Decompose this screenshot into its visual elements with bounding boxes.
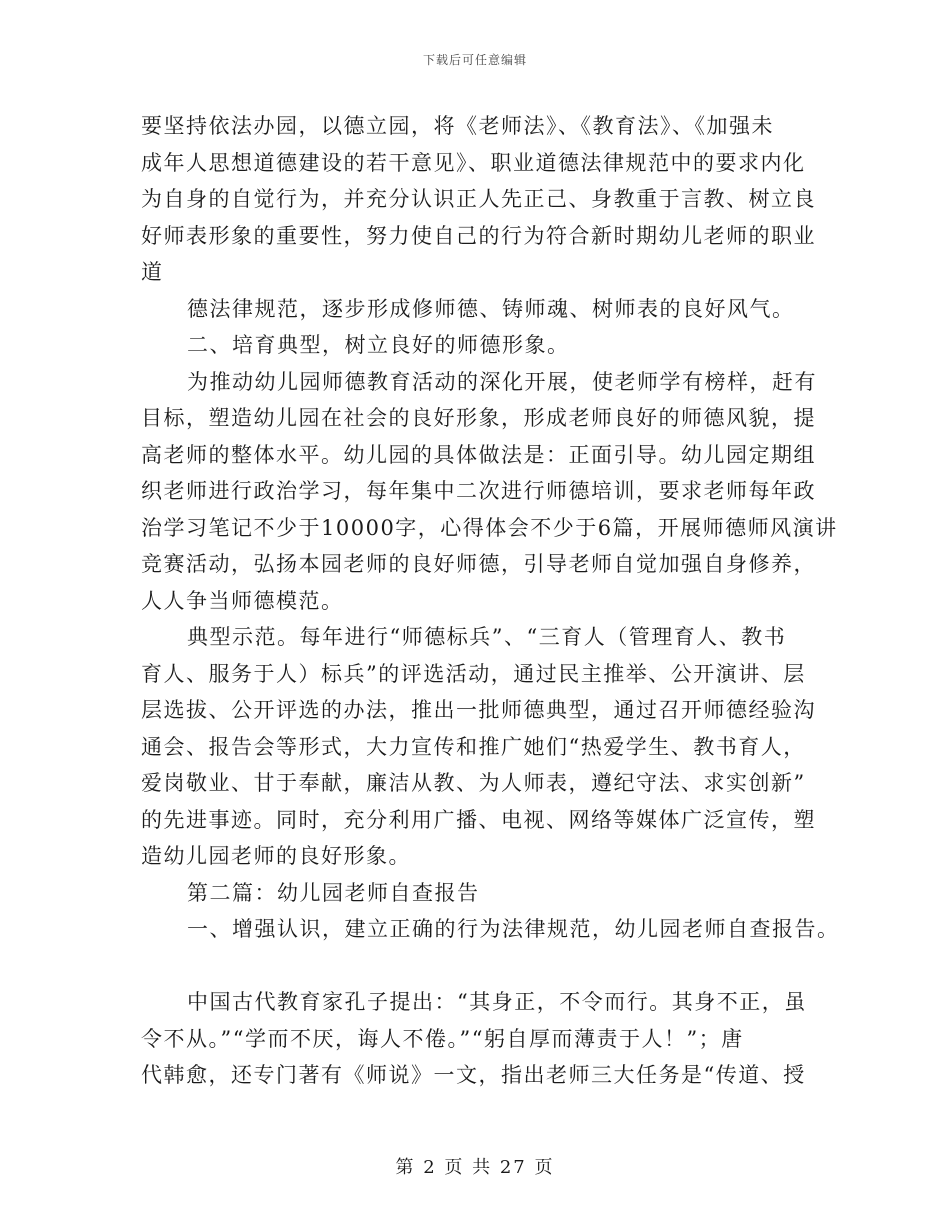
chapter-heading: 第二篇：幼儿园老师自查报告 <box>187 880 480 905</box>
text-line: 层选拔、公开评选的办法，推出一批师德典型，通过召开师德经验沟 <box>141 698 816 722</box>
text-line: 中国古代教育家孔子提出：“其身正，不令而行。其身不正，虽 <box>187 990 807 1014</box>
section-heading: 一、增强认识，建立正确的行为法律规范，幼儿园老师自查报告。 <box>187 917 840 941</box>
text-line: 典型示范。每年进行“师德标兵”、“三育人（管理育人、教书 <box>187 625 787 649</box>
text-line: 道 <box>141 260 164 284</box>
page-number: 第 2 页 共 27 页 <box>395 1157 555 1178</box>
text-line: 成年人思想道德建设的若干意见》、职业道德法律规范中的要求内化 <box>141 150 806 175</box>
text-line: 育人、服务于人）标兵”的评选活动，通过民主推举、公开演讲、层 <box>141 661 806 686</box>
text-line: 治学习笔记不少于10000字，心得体会不少于6篇，开展师德师风演讲 <box>141 515 838 540</box>
text-line: 高老师的整体水平。幼儿园的具体做法是：正面引导。幼儿园定期组 <box>141 442 816 467</box>
text-line: 代韩愈，还专门著有《师说》一文，指出老师三大任务是“传道、授 <box>141 1063 806 1087</box>
text-line: 为推动幼儿园师德教育活动的深化开展，使老师学有榜样，赶有 <box>187 369 817 394</box>
document-body <box>141 108 840 1094</box>
text-line: 的先进事迹。同时，充分利用广播、电视、网络等媒体广泛宣传，塑 <box>141 807 816 832</box>
text-line: 人人争当师德模范。 <box>141 588 344 613</box>
text-line: 竞赛活动，弘扬本园老师的良好师德，引导老师自觉加强自身修养， <box>141 552 816 576</box>
text-line: 造幼儿园老师的良好形象。 <box>141 844 411 868</box>
text-line: 为自身的自觉行为，并充分认识正人先正己、身教重于言教、树立良 <box>141 187 816 211</box>
section-heading: 二、培育典型，树立良好的师德形象。 <box>187 333 570 357</box>
text-line: 德法律规范，逐步形成修师德、铸师魂、树师表的良好风气。 <box>187 296 795 321</box>
text-line: 目标，塑造幼儿园在社会的良好形象，形成老师良好的师德风貌，提 <box>141 406 816 430</box>
text-line: 好师表形象的重要性，努力使自己的行为符合新时期幼儿老师的职业 <box>141 223 816 248</box>
text-line: 要坚持依法办园，以德立园，将《老师法》、《教育法》、《加强未 <box>141 114 774 138</box>
text-line: 通会、报告会等形式，大力宣传和推广她们“热爱学生、教书育人， <box>141 734 806 759</box>
text-line: 织老师进行政治学习，每年集中二次进行师德培训，要求老师每年政 <box>141 479 816 503</box>
header-note: 下载后可任意编辑 <box>422 53 527 67</box>
text-line: 令不从。”“学而不厌，诲人不倦。”“躬自厚而薄责于人！”；唐 <box>141 1026 744 1051</box>
text-line: 爱岗敬业、甘于奉献，廉洁从教、为人师表，遵纪守法、求实创新” <box>141 771 806 795</box>
blank-line <box>141 948 809 985</box>
